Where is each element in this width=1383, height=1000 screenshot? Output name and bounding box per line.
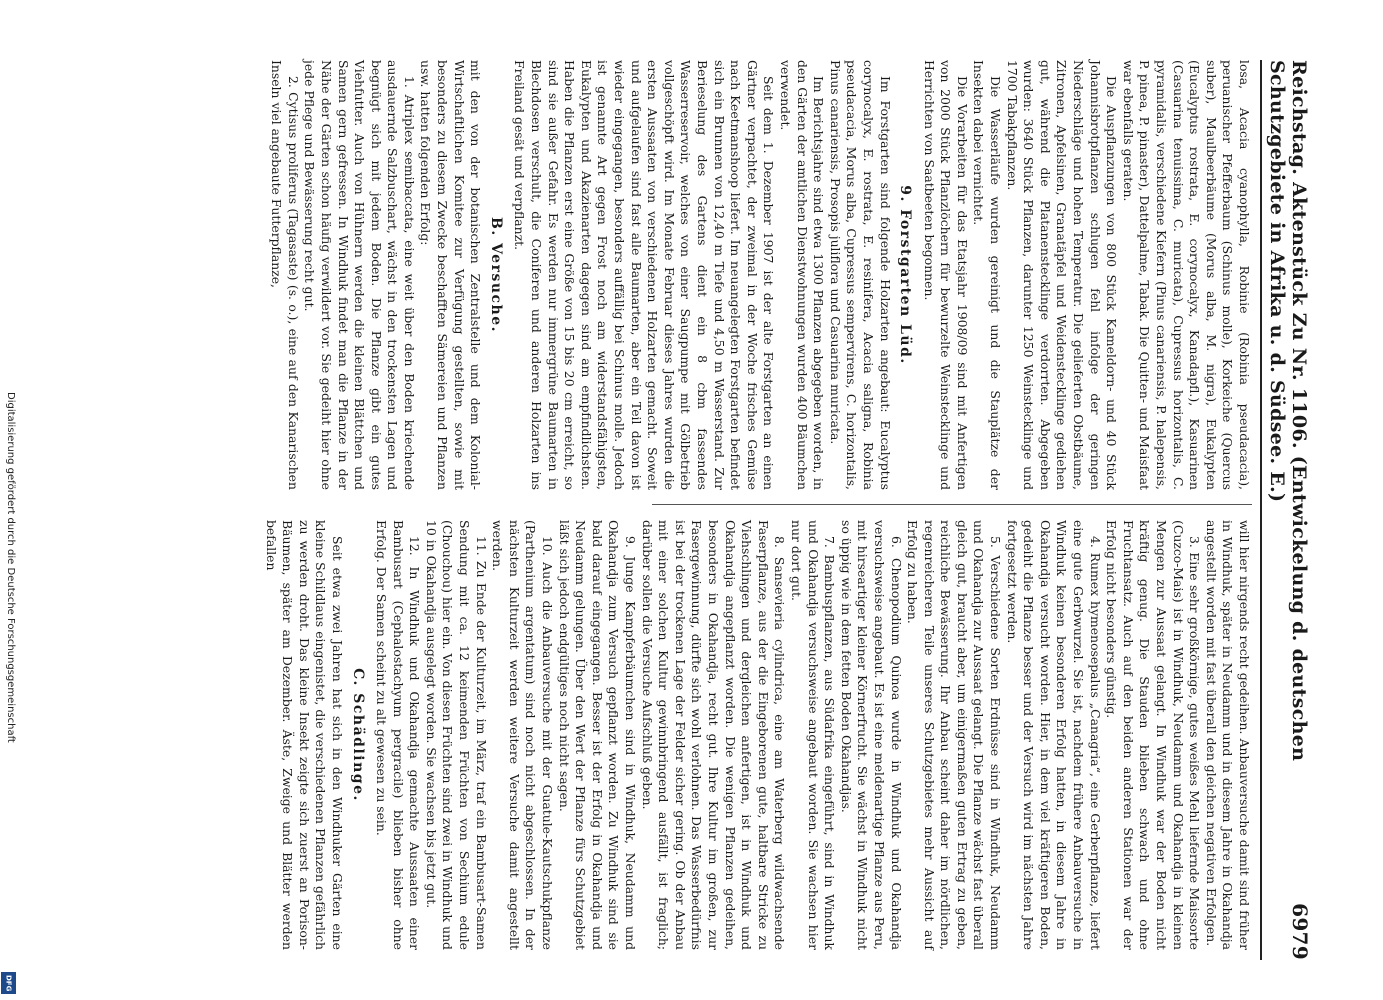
credit-text: Digitalisierung gefördert durch die Deutsche Forschungsgemeinschaft [5,392,16,743]
column-divider [652,504,1252,505]
text-columns [37,60,1252,960]
paragraph: losa, Acacia cyanophylla, Robinie (Robinia pseudacacia), peruanischer Pfefferbaum (Schinus molle), Korkeiche (Quercus suber), Maulbeerbäume (Morus alba, M. nigra), Eukalypten (Eucalyptus rostrata, E. corynocalyx, Kanadapfl.), Kasuarinen (Casuarina tenuissima, C. muricata), Cupressus horizontalis, C. pyramidalis, verschiedene Kiefern (Pinus canariensis, P. halepensis, P. pinea, P. pinaster), Dattelpalme, Tabak. Die Quitten- und Maisfaat war ebenfalls geraten. [1120,60,1252,490]
section-heading-schaedlinge: C. Schädlinge. [349,668,366,802]
right-column [262,520,1252,950]
digitization-credit [4,392,18,992]
paragraph: 5. Verschiedene Sorten Erdnüsse sind in Windhuk, Neudamm und Okahandja zur Aussaat gelangt. Die Pflanze wächst fast überall gleich gut, braucht aber, um einigermaßen guten Ertrag zu geben, reichliche Bewässerung. Ihr Anbau scheint daher im nördlichen, regenreicheren Teile unseres Schutzgebietes mehr Aussicht auf Erfolg zu haben. [905,520,1004,950]
paragraph: 3. Eine sehr großkörnige, gutes weißes Mehl liefernde Maissorte (Cuzco-Mais) ist in Windhuk, Neudamm und Okahandja in kleinen Mengen zur Aussaat gelangt. In Windhuk war der Boden nicht kräftig genug. Die Stauden blieben schwach und ohne Fruchtansatz. Auch auf den beiden anderen Stationen war der Erfolg nicht besonders günstig. [1104,520,1203,950]
paragraph: 4. Rumex hymenosepalus „Canagria“, eine Gerberpflanze, liefert eine gute Gerbwurzel. Sie ist, nachdem frühere Anbauversuche in Windhuk keinen besonderen Erfolg hatten, in diesem Jahre in Okahandja versucht worden. Hier, in dem viel kräftigeren Boden, gedeiht die Pflanze besser und der Versuch wird im nächsten Jahre fortgesetzt werden. [1004,520,1103,950]
paragraph: Im Forstgarten sind folgende Holzarten angebaut: Eucalyptus corynocalyx, E. rostrata, E. resinifera, Acacia saligna, Robinia pseudacacia, Morus alba, Cupressus sempervirens, C. horizontalis, Pinus canariensis, Prosopis juliflora und Casuarina muricata. [827,60,893,490]
page-number: 6979 [1288,903,1312,960]
dfg-logo-icon: DFG [1,972,16,994]
section-heading-forstgarten: 9. Forstgarten Lüd. [897,185,914,365]
rotated-content [52,60,1312,960]
paragraph: 6. Chenopodium Quinoa wurde in Windhuk und Okahandja versuchsweise angebaut. Es ist eine meldenartige Pflanze aus Peru, mit hirseartiger kleiner Körnerfrucht. Sie wächst in Windhuk nicht so üppig wie in dem fetten Boden Okahandjas. [838,520,904,950]
paragraph: will hier nirgends recht gedeihen. Anbauversuche damit sind früher in Windhuk, später in Neudamm und in diesem Jahre in Okahandja angestellt worden mit fast überall den gleichen negativen Erfolgen. [1203,520,1252,950]
paragraph: 1. Atriplex semibaccata, eine weit über den Boden kriechende ausdauernde Salzbuschart, wächst in den trockensten Lagen und begnügt sich mit jedem Boden. Die Pflanze gibt ein gutes Viehfutter. Auch von Hühnern werden die kleinen Blättchen und Samen gern gefressen. In Windhuk findet man die Pflanze in der Nähe der Gärten schon häufig verwildert vor. Sie gedeiht hier ohne jede Pflege und Bewässerung recht gut. [302,60,417,490]
paragraph: 11. Zu Ende der Kulturzeit, im März, traf ein Bambusart-Samen Sendung mit ca. 12 keimenden Früchten von Sechium edule (Chouchou) hier ein. Von diesen Früchten sind zwei in Windhuk und 10 in Okahandja ausgelegt worden. Sie wachsen bis jetzt gut. [423,520,489,950]
paragraph: 12. In Windhuk und Okahandja gemachte Aussaaten einer Bambusart (Cephalostachyum pergracile) blieben bisher ohne Erfolg. Der Samen scheint zu alt gewesen zu sein. [374,520,423,950]
paragraph: Die Wasserläufe wurden gereinigt und die Stauplätze der Insekten dabei vernichtet. [971,60,1004,490]
paragraph: Die Auspflanzungen von 800 Stück Kameldorn- und 40 Stück Johannisbrotpflanzen schlugen fehl infolge der geringen Niederschläge und hohen Temperatur. Die gelieferten Obstbäume, Zitronen, Apfelsinen, Granatäpfel und Weidenstecklinge gediehen gut, während die Platanenstecklinge verdorrten. Abgegeben wurden: 3640 Stück Pflanzen, darunter 1250 Weinstecklinge und 1700 Tabakpflanzen. [1004,60,1120,490]
paragraph: Die Vorarbeiten für das Etatsjahr 1908/09 sind mit Anfertigen von 2000 Stück Pflanzlöchern für bewurzelte Weinstecklinge und Herrichten von Saatbeeten begonnen. [921,60,970,490]
page-header [1260,60,1312,960]
paragraph: 10. Auch die Anbauversuche mit der Guatule-Kautschukpflanze (Parthenium argentatum) sind noch nicht abgeschlossen. In der nächsten Kulturzeit werden weitere Versuche damit angestellt werden. [490,520,556,950]
paragraph: 2. Cytisus proliferus (Tagasaste) (s. o.), eine auf den Kanarischen Inseln viel angebaute Futterpflanze, [269,60,301,490]
paragraph: mit den von der botanischen Zentralstelle und dem Kolonial-Wirtschaftlichen Komitee zur Verfügung gestellten, sowie mit besonders zu diesem Zwecke beschafften Sämereien und Pflanzen usw. hatten folgenden Erfolg: [418,60,484,490]
paragraph: 9. Junge Kampferbäumchen sind in Windhuk, Neudamm und Okahandja zum Versuch gepflanzt worden. Zu Windhuk sind sie bald darauf eingegangen. Besser ist der Erfolg in Okahandja und Neudamm gelungen. Über den Wert der Pflanze fürs Schutzgebiet läßt sich jedoch endgültiges noch nicht sagen. [556,520,639,950]
header-title: Reichstag. Aktenstück Zu Nr. 1106. (Entwickelung d. deutschen Schutzgebiete in Afrika u. d. Südsee. E.) [1266,60,1310,762]
paragraph: Seit etwa zwei Jahren hat sich in den Windhuker Gärten eine kleine Schildlaus eingenistet, die verschiedenen Pflanzen gefährlich zu werden droht. Das kleine Insekt zeigte sich zuerst an Porison-Bäumen, später am Dezember. Äste, Zweige und Blätter werden befallen [263,520,345,950]
left-column [268,60,1252,490]
paragraph: Seit dem 1. Dezember 1907 ist der alte Forstgarten an einen Gärtner verpachtet, der zweimal in der Woche frisches Gemüse nach Keetmanshoop liefert. Im neuangelegten Forstgarten befindet sich ein Brunnen von 12,40 m Tiefe und 4,50 m Wasserstand. Zur Berieselung des Gartens dient ein 8 cbm fassendes Wasserreservoir, welches von einer Saugpumpe mit Gölbetrieb vollgeschöpft wird. Im Monate Februar dieses Jahres wurden die ersten Aussaaten von verschiedenen Holzarten gemacht. Soweit und aufgelaufen sind fast alle Baumarten, aber ein Teil davon ist wieder eingegangen, besonders auffällig bei Schinus molle. Jedoch ist genannte Art gegen Frost noch am widerstandsfähigsten, Eukalypten und Akazienarten dagegen sind am empfindlichsten. Haben die Pflanzen erst eine Größe von 15 bis 20 cm erreicht, so sind sie außer Gefahr. Es werden nur immergrüne Baumarten in Blechdosen verschult, die Coniferen und anderen Holzarten ins Freiland gesät und verpflanzt. [512,60,777,490]
section-heading-versuche: B. Versuche. [487,217,504,333]
paragraph: 7. Bambuspflanzen, aus Südafrika eingeführt, sind in Windhuk und Okahandja versuchsweise angebaut worden. Sie wachsen hier nur dort gut. [788,520,838,950]
paragraph: 8. Sansevieria cylindrica, eine am Waterberg wildwachsende Faserpflanze, aus der die Eingeborenen gute, haltbare Stricke zu Viehschlingen und dergleichen anfertigen, ist in Windhuk und Okahandja angepflanzt worden. Die wenigen Pflanzen gedeihen, besonders in Okahandja, recht gut. Ihre Kultur im großen, zur Fasergewinnung, dürfte sich wohl verlohnen. Das Wasserbedürfnis ist bei der trockenen Lage der Felder sicher gering. Ob der Anbau mit einer solchen Kultur gewinnbringend ausfällt, ist fraglich; darüber sollen die Versuche Aufschluß geben. [639,520,788,950]
paragraph: Im Berichtsjahre sind etwa 1300 Pflanzen abgegeben worden, in den Gärten der amtlichen Dienstwohnungen wurden 400 Bäumchen verwendet. [777,60,827,490]
